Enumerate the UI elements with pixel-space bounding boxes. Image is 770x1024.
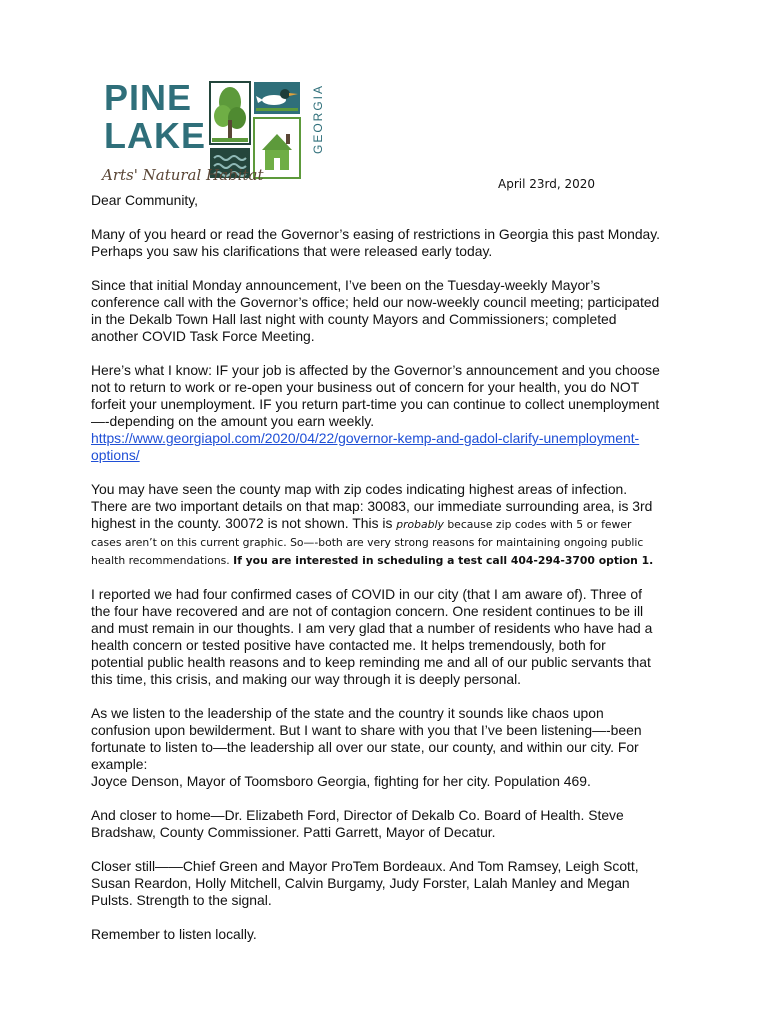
paragraph-4 [91, 481, 661, 569]
pine-lake-logo [100, 76, 330, 184]
paragraph-7: And closer to home—Dr. Elizabeth Ford, Director of Dekalb Co. Board of Health. Steve Bradshaw, County Commissioner. Patti Garrett, Mayor of Decatur. [91, 807, 624, 840]
paragraph-6-text: As we listen to the leadership of the state and the country it sounds like chaos upon confusion upon bewilderment. But I want to share with you that I’ve been listening—-been fortunate to listen to—the leadership all over our state, our county, and within our city. For example: [91, 705, 642, 772]
logo-name-line2: LAKE [104, 115, 206, 156]
logo-emblem [210, 82, 300, 178]
test-scheduling-note: If you are interested in scheduling a test call 404-294-3700 option 1. [233, 554, 654, 567]
unemployment-options-link[interactable]: https://www.georgiapol.com/2020/04/22/governor-kemp-and-gadol-clarify-unemployment-options/ [91, 430, 640, 463]
letter-body [91, 192, 661, 960]
logo-tagline: Arts' Natural Habitat [102, 166, 264, 184]
paragraph-4-small: because zip codes with 5 or fewer cases aren’t on this current graphic. So—-both are very strong reasons for maintaining ongoing public health recommendations. [91, 518, 644, 567]
paragraph-3-text: Here’s what I know: IF your job is affected by the Governor’s announcement and you choose not to return to work or re-open your business out of concern for your health, you do NOT forfeit your unemployment. IF you return part-time you can continue to collect unemployment—-depending on the amount you earn weekly. [91, 362, 660, 429]
logo-name-line1: PINE [104, 77, 193, 118]
paragraph-8: Closer still——Chief Green and Mayor ProTem Bordeaux. And Tom Ramsey, Leigh Scott, Susan Reardon, Holly Mitchell, Calvin Burgamy, Judy Forster, Lalah Manley and Megan Pulsts. Strength to the signal. [91, 858, 639, 908]
paragraph-9: Remember to listen locally. [91, 926, 257, 942]
paragraph-4-text: You may have seen the county map with zip codes indicating highest areas of infection. There are two important details on that map: 30083, our immediate surrounding area, is 3rd highest in the county. 30072 is not shown. This is [91, 481, 653, 531]
salutation: Dear Community, [91, 192, 199, 208]
paragraph-1: Many of you heard or read the Governor’s easing of restrictions in Georgia this past Monday. Perhaps you saw his clarifications that were released early today. [91, 226, 661, 259]
paragraph-2: Since that initial Monday announcement, I’ve been on the Tuesday-weekly Mayor’s conference call with the Governor’s office; held our now-weekly council meeting; participated in the Dekalb Town Hall last night with county Mayors and Commissioners; completed another COVID Task Force Meeting. [91, 277, 660, 344]
paragraph-3 [91, 362, 661, 464]
letter-date: April 23rd, 2020 [498, 177, 596, 191]
paragraph-6 [91, 705, 661, 790]
logo-state: GEORGIA [311, 83, 325, 154]
paragraph-5: I reported we had four confirmed cases of COVID in our city (that I am aware of). Three of the four have recovered and are not of contagion concern. One resident continues to be ill and must remain in our thoughts. I am very glad that a number of residents who have had a health concern or tested positive have contacted me. It helps tremendously, both for potential public health reasons and to keep reminding me and all of our public servants that this time, this crisis, and making our way through it is deeply personal. [91, 586, 653, 687]
paragraph-6-example: Joyce Denson, Mayor of Toomsboro Georgia, fighting for her city. Population 469. [91, 773, 591, 789]
paragraph-4-italic: probably [396, 518, 444, 531]
